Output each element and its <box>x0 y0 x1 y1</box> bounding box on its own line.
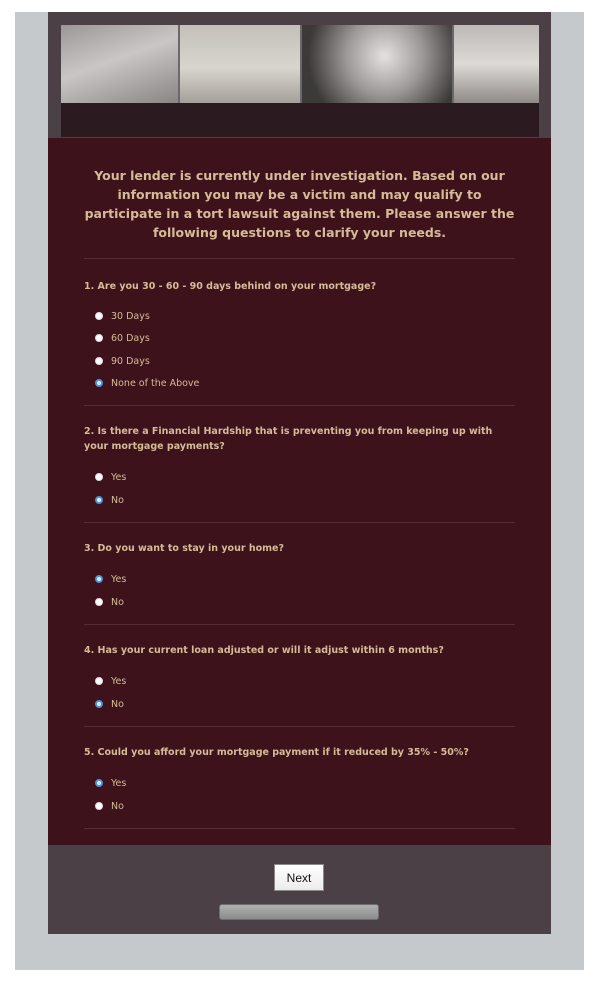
q5-option-no[interactable] <box>95 799 124 813</box>
radio-button[interactable] <box>95 700 103 708</box>
q1-option-90-days[interactable] <box>95 354 150 368</box>
option-label: No <box>111 698 124 710</box>
option-label: Yes <box>111 573 127 585</box>
next-button[interactable]: Next <box>274 864 324 891</box>
progress-bar <box>219 904 379 920</box>
question-1: 1. Are you 30 - 60 - 90 days behind on your mortgage? <box>84 281 377 292</box>
radio-button[interactable] <box>95 779 103 787</box>
radio-button[interactable] <box>95 473 103 481</box>
q3-option-no[interactable] <box>95 595 124 609</box>
divider <box>84 726 515 727</box>
option-label: Yes <box>111 675 127 687</box>
radio-button[interactable] <box>95 677 103 685</box>
divider <box>84 258 515 259</box>
option-label: 60 Days <box>111 332 150 344</box>
option-label: None of the Above <box>111 377 200 389</box>
radio-button[interactable] <box>95 334 103 342</box>
option-label: 90 Days <box>111 355 150 367</box>
divider <box>84 522 515 523</box>
option-label: 30 Days <box>111 310 150 322</box>
option-label: No <box>111 800 124 812</box>
option-label: Yes <box>111 471 127 483</box>
question-5: 5. Could you afford your mortgage payment if it reduced by 35% - 50%? <box>84 747 469 758</box>
survey-footer <box>48 845 551 934</box>
header-banner <box>61 25 539 137</box>
banner-panel-equal-justice <box>179 25 301 103</box>
radio-button[interactable] <box>95 379 103 387</box>
q2-option-yes[interactable] <box>95 470 126 484</box>
survey-frame <box>48 12 551 934</box>
q4-option-yes[interactable] <box>95 674 126 688</box>
radio-button[interactable] <box>95 598 103 606</box>
radio-button[interactable] <box>95 312 103 320</box>
q3-option-yes[interactable] <box>95 572 126 586</box>
divider <box>84 405 515 406</box>
banner-image <box>61 25 539 103</box>
radio-button[interactable] <box>95 496 103 504</box>
question-4: 4. Has your current loan adjusted or will it adjust within 6 months? <box>84 645 444 656</box>
q2-option-no[interactable] <box>95 493 124 507</box>
option-label: Yes <box>111 777 127 789</box>
radio-button[interactable] <box>95 357 103 365</box>
radio-button[interactable] <box>95 802 103 810</box>
question-2: 2. Is there a Financial Hardship that is preventing you from keeping up with your mortgage payments? <box>84 426 493 452</box>
banner-separator <box>300 25 302 103</box>
option-label: No <box>111 494 124 506</box>
q5-option-yes[interactable] <box>95 776 126 790</box>
divider <box>84 828 515 829</box>
banner-separator <box>452 25 454 103</box>
q4-option-no[interactable] <box>95 697 124 711</box>
q1-option-none[interactable] <box>95 376 199 390</box>
banner-panel-flag <box>61 25 179 103</box>
q1-option-30-days[interactable] <box>95 309 150 323</box>
banner-separator <box>178 25 180 103</box>
radio-button[interactable] <box>95 575 103 583</box>
question-3: 3. Do you want to stay in your home? <box>84 543 284 554</box>
survey-content <box>48 138 551 845</box>
header <box>48 12 551 138</box>
intro-text: Your lender is currently under investigation. Based on our information you may be a victim and may qualify to participate in a tort lawsuit against them. Please answer the following questions to clarify your needs. <box>84 168 515 240</box>
divider <box>84 624 515 625</box>
q1-option-60-days[interactable] <box>95 331 150 345</box>
option-label: No <box>111 596 124 608</box>
banner-panel-gavel <box>301 25 453 103</box>
banner-panel-columns <box>453 25 539 103</box>
